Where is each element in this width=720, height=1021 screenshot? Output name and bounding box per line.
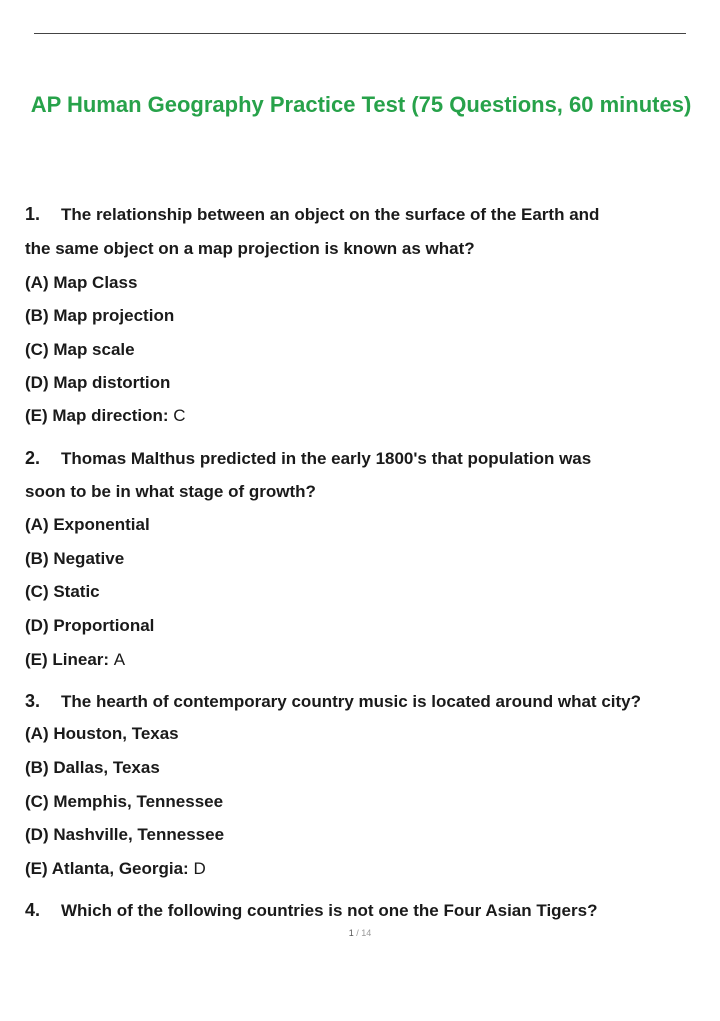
question-3-stem-line-1: 3. The hearth of contemporary country music is located around what city? xyxy=(25,691,641,711)
question-2-option-c: (C) Static xyxy=(25,582,100,601)
total-pages: / 14 xyxy=(356,928,372,938)
document-title: AP Human Geography Practice Test (75 Questions, 60 minutes) xyxy=(30,92,692,117)
question-2-answer: A xyxy=(113,650,126,669)
question-1-option-e: (E) Map direction: C xyxy=(25,406,186,425)
question-2-stem-line-2: soon to be in what stage of growth? xyxy=(25,482,316,501)
question-3-option-a: (A) Houston, Texas xyxy=(25,724,179,743)
question-3-number: 3. xyxy=(25,691,41,711)
question-3-option-b: (B) Dallas, Texas xyxy=(25,758,160,777)
question-1-option-a: (A) Map Class xyxy=(25,273,138,292)
question-3-answer: D xyxy=(193,859,206,878)
question-4-stem-line-1: 4. Which of the following countries is not one the Four Asian Tigers? xyxy=(25,900,598,920)
question-2-option-a: (A) Exponential xyxy=(25,515,150,534)
question-2-stem-line-1: 2. Thomas Malthus predicted in the early 1800's that population was xyxy=(25,448,592,468)
question-1-answer: C xyxy=(173,406,186,425)
question-1-option-b: (B) Map projection xyxy=(25,306,175,325)
question-3-option-d: (D) Nashville, Tennessee xyxy=(25,825,225,844)
question-1-number: 1. xyxy=(25,204,41,224)
question-1-option-d: (D) Map distortion xyxy=(25,373,171,392)
question-2-option-d: (D) Proportional xyxy=(25,616,155,635)
question-3-option-e: (E) Atlanta, Georgia: D xyxy=(25,859,206,878)
question-2-option-b: (B) Negative xyxy=(25,549,125,568)
question-1-option-c: (C) Map scale xyxy=(25,340,135,359)
question-2-number: 2. xyxy=(25,448,41,468)
current-page-number: 1 xyxy=(348,928,354,938)
page-indicator xyxy=(0,928,720,938)
question-1-stem-line-1: 1. The relationship between an object on the surface of the Earth and xyxy=(25,204,600,224)
question-4-number: 4. xyxy=(25,900,41,920)
question-3-option-c: (C) Memphis, Tennessee xyxy=(25,792,224,811)
question-2-option-e: (E) Linear: A xyxy=(25,650,126,669)
question-1-stem-line-2: the same object on a map projection is known as what? xyxy=(25,239,475,258)
top-divider xyxy=(34,33,686,34)
